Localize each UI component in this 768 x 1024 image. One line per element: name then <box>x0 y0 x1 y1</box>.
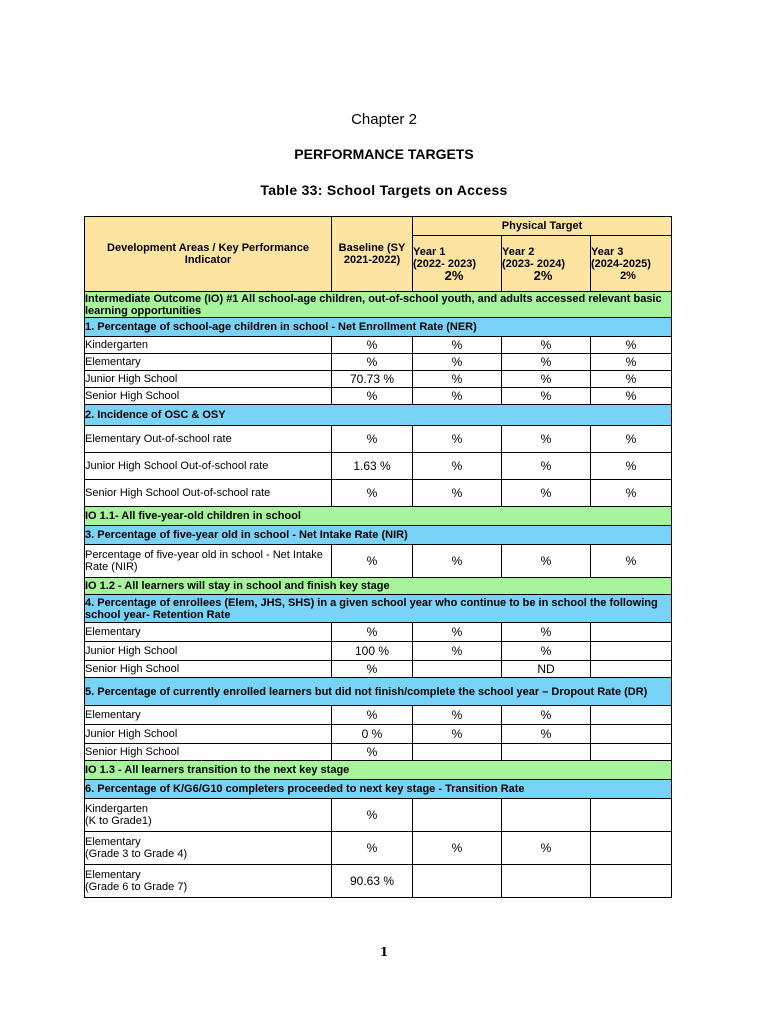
table-row <box>85 545 672 578</box>
year3-cell: % <box>591 354 672 371</box>
year2-range: (2023- 2024) <box>502 257 565 270</box>
row-label: Senior High School <box>85 661 332 678</box>
year2-cell <box>502 799 591 832</box>
year1-cell <box>413 661 502 678</box>
outcome-row: Intermediate Outcome (IO) #1 All school-age children, out-of-school youth, and adults accessed relevant basic learning opportunities <box>85 292 672 318</box>
header-physical-target: Physical Target <box>413 217 672 236</box>
row-label-sub: (Grade 3 to Grade 4) <box>85 848 188 860</box>
table-row <box>85 725 672 744</box>
year2-cell: % <box>502 832 591 865</box>
baseline-cell: % <box>332 480 413 507</box>
table-row <box>85 337 672 354</box>
indicator-row: 4. Percentage of enrollees (Elem, JHS, SHS) in a given school year who continue to be in school the following school year- Retention Rate <box>85 595 672 623</box>
year2-cell: % <box>502 706 591 725</box>
table-row <box>85 706 672 725</box>
year2-cell <box>502 744 591 761</box>
row-label: Senior High School <box>85 388 332 405</box>
year2-pct: 2% <box>533 267 553 283</box>
year1-pct: 2% <box>444 267 464 283</box>
year3-cell <box>591 832 672 865</box>
table-row <box>85 453 672 480</box>
year3-pct: 2% <box>620 269 636 282</box>
page-number: 1 <box>379 945 389 959</box>
row-label: Elementary <box>85 623 332 642</box>
year1-cell: % <box>413 480 502 507</box>
year1-cell: % <box>413 371 502 388</box>
indicator-row: 1. Percentage of school-age children in school - Net Enrollment Rate (NER) <box>85 318 672 337</box>
row-label: Junior High School Out-of-school rate <box>85 453 332 480</box>
year1-label: Year 1 <box>413 245 446 258</box>
year1-cell <box>413 865 502 898</box>
baseline-cell: % <box>332 744 413 761</box>
year3-cell: % <box>591 545 672 578</box>
baseline-cell: % <box>332 706 413 725</box>
baseline-cell: 90.63 % <box>332 865 413 898</box>
year3-range: (2024-2025) <box>591 257 651 270</box>
table-row <box>85 426 672 453</box>
table-row <box>85 661 672 678</box>
row-label-main: Elementary <box>85 869 141 881</box>
table-row <box>85 480 672 507</box>
year2-cell: % <box>502 388 591 405</box>
year3-cell: % <box>591 426 672 453</box>
table-row <box>85 799 672 832</box>
year3-cell <box>591 799 672 832</box>
year2-cell: % <box>502 354 591 371</box>
baseline-cell: % <box>332 623 413 642</box>
year3-cell: % <box>591 371 672 388</box>
baseline-cell: 1.63 % <box>332 453 413 480</box>
baseline-cell: % <box>332 661 413 678</box>
year2-label: Year 2 <box>502 245 535 258</box>
baseline-cell: 0 % <box>332 725 413 744</box>
year2-cell: % <box>502 642 591 661</box>
table-row <box>85 744 672 761</box>
year1-cell: % <box>413 426 502 453</box>
row-label: Junior High School <box>85 371 332 388</box>
year1-cell: % <box>413 706 502 725</box>
table-row <box>85 642 672 661</box>
row-label <box>85 832 332 865</box>
year1-cell: % <box>413 337 502 354</box>
row-label: Senior High School Out-of-school rate <box>85 480 332 507</box>
baseline-cell: % <box>332 832 413 865</box>
targets-table <box>84 216 672 898</box>
outcome-row: IO 1.1- All five-year-old children in school <box>85 507 672 526</box>
year2-cell: % <box>502 426 591 453</box>
header-baseline: Baseline (SY 2021-2022) <box>332 217 413 292</box>
year1-cell: % <box>413 623 502 642</box>
table-row <box>85 623 672 642</box>
row-label: Percentage of five-year old in school - Net Intake Rate (NIR) <box>85 545 332 578</box>
year2-cell: % <box>502 337 591 354</box>
indicator-row: 6. Percentage of K/G6/G10 completers proceeded to next key stage - Transition Rate <box>85 780 672 799</box>
row-label-sub: (Grade 6 to Grade 7) <box>85 881 188 893</box>
indicator-row: 5. Percentage of currently enrolled learners but did not finish/complete the school year – Dropout Rate (DR) <box>85 678 672 706</box>
year3-cell: % <box>591 388 672 405</box>
year1-cell: % <box>413 642 502 661</box>
row-label-main: Kindergarten <box>85 803 148 815</box>
baseline-cell: % <box>332 545 413 578</box>
year1-cell: % <box>413 832 502 865</box>
header-year1 <box>413 236 502 292</box>
year3-label: Year 3 <box>591 245 624 258</box>
table-title: Table 33: School Targets on Access <box>260 182 508 198</box>
row-label <box>85 799 332 832</box>
year1-cell: % <box>413 388 502 405</box>
year2-cell: % <box>502 623 591 642</box>
year3-cell: % <box>591 480 672 507</box>
row-label: Junior High School <box>85 642 332 661</box>
table-row <box>85 388 672 405</box>
baseline-cell: % <box>332 799 413 832</box>
table-header <box>85 217 672 292</box>
baseline-cell: 70.73 % <box>332 371 413 388</box>
year1-range: (2022- 2023) <box>413 257 476 270</box>
row-label: Senior High School <box>85 744 332 761</box>
year2-cell: % <box>502 725 591 744</box>
table-row <box>85 832 672 865</box>
row-label-sub: (K to Grade1) <box>85 815 152 827</box>
table-row <box>85 371 672 388</box>
table-row <box>85 865 672 898</box>
year3-cell <box>591 642 672 661</box>
row-label <box>85 865 332 898</box>
header-year3 <box>591 236 672 292</box>
year1-cell: % <box>413 545 502 578</box>
row-label: Elementary <box>85 706 332 725</box>
year3-cell: % <box>591 337 672 354</box>
row-label: Kindergarten <box>85 337 332 354</box>
table-body <box>85 292 672 898</box>
row-label-main: Elementary <box>85 836 141 848</box>
baseline-cell: % <box>332 388 413 405</box>
header-year2 <box>502 236 591 292</box>
year1-cell <box>413 799 502 832</box>
year2-cell: % <box>502 545 591 578</box>
year1-cell <box>413 744 502 761</box>
header-dev-area: Development Areas / Key Performance Indicator <box>85 217 332 292</box>
indicator-row: 3. Percentage of five-year old in school - Net Intake Rate (NIR) <box>85 526 672 545</box>
table-row <box>85 354 672 371</box>
year3-cell <box>591 623 672 642</box>
year3-cell: % <box>591 453 672 480</box>
outcome-row: IO 1.2 - All learners will stay in school and finish key stage <box>85 578 672 595</box>
year2-cell: % <box>502 480 591 507</box>
year1-cell: % <box>413 354 502 371</box>
year3-cell <box>591 744 672 761</box>
baseline-cell: % <box>332 426 413 453</box>
year3-cell <box>591 865 672 898</box>
year1-cell: % <box>413 725 502 744</box>
row-label: Junior High School <box>85 725 332 744</box>
chapter-label: Chapter 2 <box>351 111 417 128</box>
row-label: Elementary Out-of-school rate <box>85 426 332 453</box>
baseline-cell: 100 % <box>332 642 413 661</box>
year2-cell: ND <box>502 661 591 678</box>
year2-cell <box>502 865 591 898</box>
baseline-cell: % <box>332 354 413 371</box>
indicator-row: 2. Incidence of OSC & OSY <box>85 405 672 426</box>
row-label: Elementary <box>85 354 332 371</box>
year2-cell: % <box>502 453 591 480</box>
section-heading: PERFORMANCE TARGETS <box>294 146 474 162</box>
outcome-row: IO 1.3 - All learners transition to the next key stage <box>85 761 672 780</box>
baseline-cell: % <box>332 337 413 354</box>
year3-cell <box>591 725 672 744</box>
year3-cell <box>591 706 672 725</box>
year3-cell <box>591 661 672 678</box>
year2-cell: % <box>502 371 591 388</box>
year1-cell: % <box>413 453 502 480</box>
